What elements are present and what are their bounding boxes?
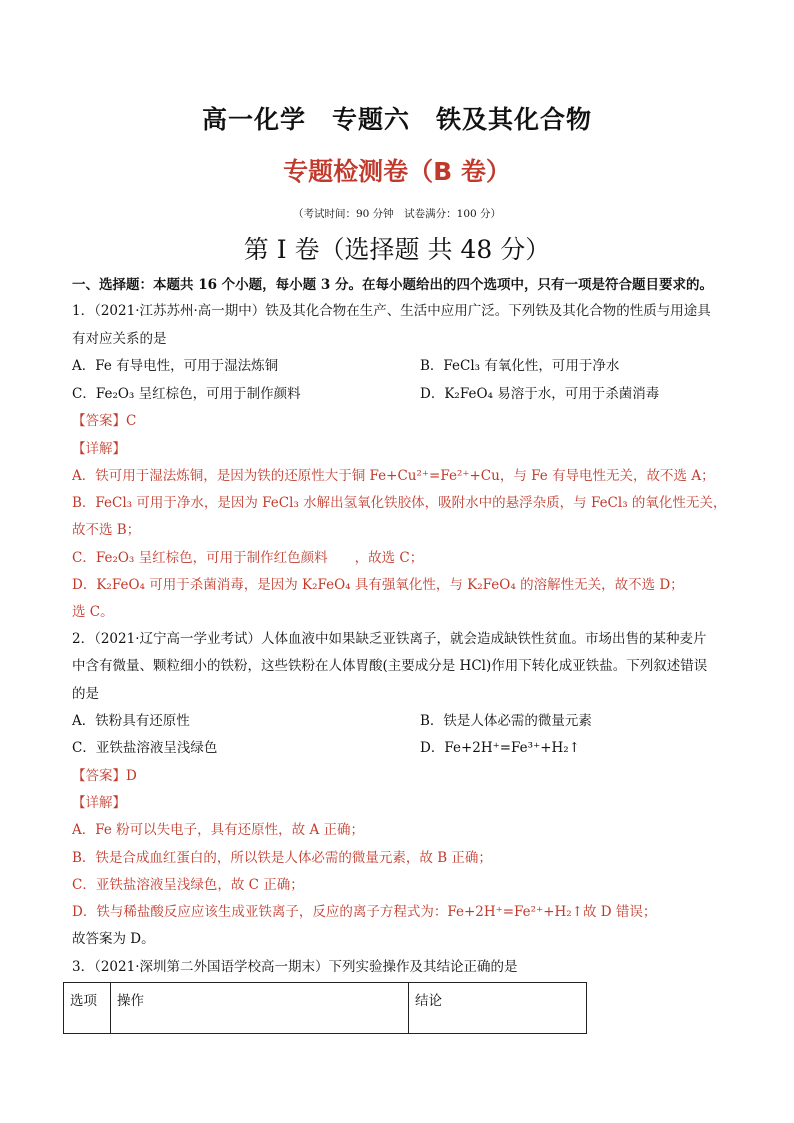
q1-options-row2: [72, 385, 732, 403]
q2-explain-c: C．亚铁盐溶液呈浅绿色，故 C 正确；: [72, 877, 304, 893]
q2-option-a: A．铁粉具有还原性: [72, 713, 190, 729]
q2-option-d: D．Fe+2H⁺=Fe³⁺+H₂↑: [420, 740, 581, 756]
q1-conclusion: 选 C。: [72, 604, 114, 620]
q1-option-b: B．FeCl₃ 有氧化性，可用于净水: [420, 358, 620, 374]
q2-conclusion: 故答案为 D。: [72, 931, 155, 947]
q1-detail-heading: 【详解】: [72, 441, 126, 457]
q1-explain-b1: B．FeCl₃ 可用于净水，是因为 FeCl₃ 水解出氢氧化铁胶体，吸附水中的悬浮杂质，与 FeCl₃ 的氧化性无关，: [72, 495, 727, 511]
q2-option-c: C．亚铁盐溶液呈浅绿色: [72, 740, 218, 756]
table-header-option: 选项: [64, 983, 111, 1034]
q2-answer: 【答案】D: [72, 768, 137, 784]
q1-option-a: A．Fe 有导电性，可用于湿法炼铜: [72, 358, 279, 374]
q1-options-row1: [72, 357, 732, 375]
q1-stem-line1: 1．（2021·江苏苏州·高一期中）铁及其化合物在生产、生活中应用广泛。下列铁及其化合物的性质与用途具: [72, 303, 711, 319]
q3-stem: 3．（2021·深圳第二外国语学校高一期末）下列实验操作及其结论正确的是: [72, 959, 518, 975]
q2-options-row2: [72, 739, 732, 757]
q1-explain-b2: 故不选 B；: [72, 522, 141, 538]
page-subtitle: 专题检测卷（B 卷）: [283, 157, 511, 186]
q2-stem-line3: 的是: [72, 686, 99, 702]
q2-explain-d: D．铁与稀盐酸反应应该生成亚铁离子，反应的离子方程式为：Fe+2H⁺=Fe²⁺+H₂↑故 D 错误；: [72, 904, 657, 920]
q1-stem-line2: 有对应关系的是: [72, 331, 167, 347]
q2-options-row1: [72, 712, 732, 730]
q3-table: [63, 982, 587, 1034]
q2-explain-a: A．Fe 粉可以失电子，具有还原性，故 A 正确；: [72, 822, 364, 838]
q2-stem-line2: 中含有微量、颗粒细小的铁粉，这些铁粉在人体胃酸(主要成分是 HCl)作用下转化成亚铁盐。下列叙述错误: [72, 658, 708, 674]
q2-detail-heading: 【详解】: [72, 795, 126, 811]
q2-option-b: B．铁是人体必需的微量元素: [420, 713, 592, 729]
q1-option-c: C．Fe₂O₃ 呈红棕色，可用于制作颜料: [72, 386, 301, 402]
table-header-row: [64, 983, 587, 1034]
table-header-conclusion: 结论: [409, 983, 587, 1034]
section-heading: 第 I 卷（选择题 共 48 分）: [243, 235, 551, 264]
q1-explain-c: C．Fe₂O₃ 呈红棕色，可用于制作红色颜料 ，故选 C；: [72, 550, 424, 566]
q1-explain-d: D．K₂FeO₄ 可用于杀菌消毒，是因为 K₂FeO₄ 具有强氧化性，与 K₂FeO₄ 的溶解性无关，故不选 D；: [72, 577, 684, 593]
q1-explain-a: A．铁可用于湿法炼铜，是因为铁的还原性大于铜 Fe+Cu²⁺=Fe²⁺+Cu，与 Fe 有导电性无关，故不选 A；: [72, 468, 715, 484]
q2-explain-b: B．铁是合成血红蛋白的，所以铁是人体必需的微量元素，故 B 正确；: [72, 850, 492, 866]
q1-answer: 【答案】C: [72, 413, 137, 429]
q1-option-d: D．K₂FeO₄ 易溶于水，可用于杀菌消毒: [420, 386, 660, 402]
q2-stem-line1: 2．（2021·辽宁高一学业考试）人体血液中如果缺乏亚铁离子，就会造成缺铁性贫血。市场出售的某种麦片: [72, 631, 707, 647]
exam-meta: （考试时间：90 分钟 试卷满分：100 分）: [292, 208, 502, 220]
table-header-operation: 操作: [111, 983, 409, 1034]
instructions: 一、选择题：本题共 16 个小题，每小题 3 分。在每小题给出的四个选项中，只有一项是符合题目要求的。: [72, 277, 713, 293]
page-title: 高一化学 专题六 铁及其化合物: [201, 105, 592, 134]
